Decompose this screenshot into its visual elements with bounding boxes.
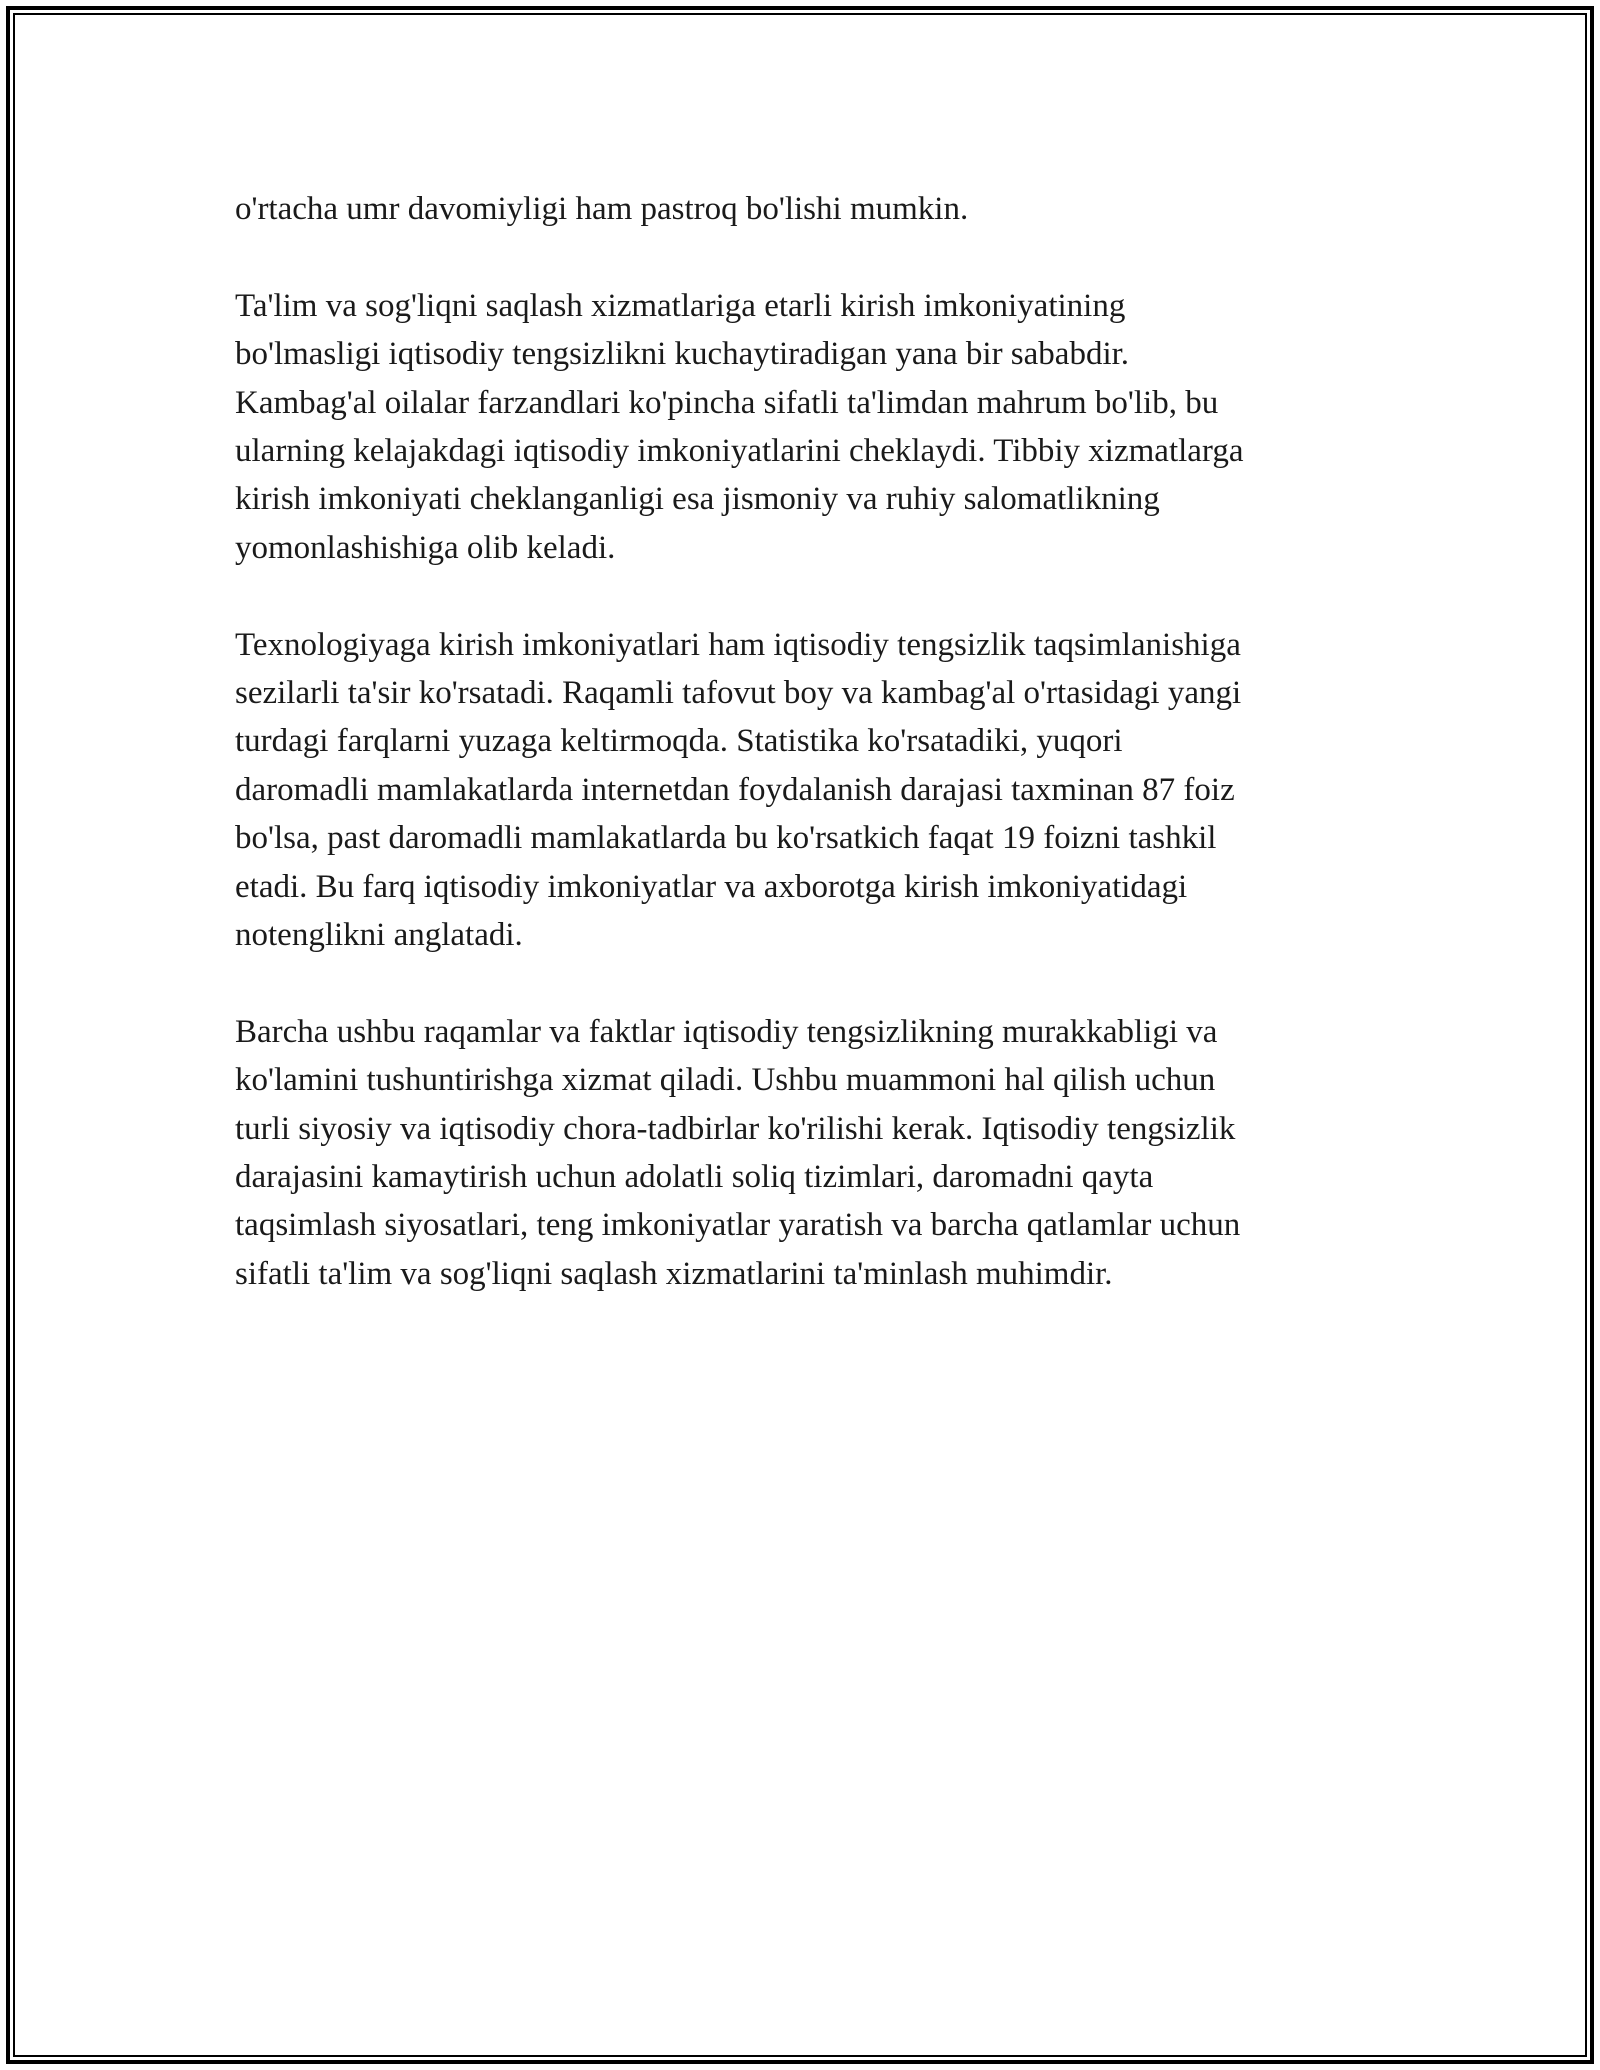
text-line: ularning kelajakdagi iqtisodiy imkoniyatlarini cheklaydi. Tibbiy xizmatlarga [235, 433, 1244, 470]
paragraph-3 [235, 621, 1385, 960]
text-line: o'rtacha umr davomiyligi ham pastroq bo'lishi mumkin. [235, 191, 969, 227]
text-line: turdagi farqlarni yuzaga keltirmoqda. Statistika ko'rsatadiki, yuqori [235, 723, 1123, 760]
document-body [235, 185, 1385, 1347]
text-line: taqsimlash siyosatlari, teng imkoniyatlar yaratish va barcha qatlamlar uchun [235, 1207, 1241, 1244]
text-line: etadi. Bu farq iqtisodiy imkoniyatlar va axborotga kirish imkoniyatidagi [235, 868, 1188, 905]
text-line: kirish imkoniyati cheklanganligi esa jismoniy va ruhiy salomatlikning [235, 481, 1160, 518]
text-line: Ta'lim va sog'liqni saqlash xizmatlariga etarli kirish imkoniyatining [235, 287, 1126, 324]
text-line: bo'lmasligi iqtisodiy tengsizlikni kuchaytiradigan yana bir sababdir. [235, 336, 1130, 373]
text-line: turli siyosiy va iqtisodiy chora-tadbirlar ko'rilishi kerak. Iqtisodiy tengsizlik [235, 1110, 1236, 1147]
text-line: notenglikni anglatadi. [235, 917, 523, 954]
text-line: darajasini kamaytirish uchun adolatli soliq tizimlari, daromadni qayta [235, 1159, 1154, 1196]
paragraph-2 [235, 282, 1385, 572]
text-line: Texnologiyaga kirish imkoniyatlari ham iqtisodiy tengsizlik taqsimlanishiga [235, 626, 1241, 663]
text-line: daromadli mamlakatlarda internetdan foydalanish darajasi taxminan 87 foiz [235, 771, 1235, 808]
text-line: ko'lamini tushuntirishga xizmat qiladi. Ushbu muammoni hal qilish uchun [235, 1062, 1216, 1099]
text-line: Barcha ushbu raqamlar va faktlar iqtisodiy tengsizlikning murakkabligi va [235, 1013, 1218, 1050]
text-line: Kambag'al oilalar farzandlari ko'pincha sifatli ta'limdan mahrum bo'lib, bu [235, 384, 1219, 421]
paragraph-1 [235, 185, 1385, 233]
text-line: sifatli ta'lim va sog'liqni saqlash xizmatlarini ta'minlash muhimdir. [235, 1255, 1113, 1292]
text-line: sezilarli ta'sir ko'rsatadi. Raqamli tafovut boy va kambag'al o'rtasidagi yangi [235, 675, 1242, 712]
paragraph-4 [235, 1008, 1385, 1298]
text-line: bo'lsa, past daromadli mamlakatlarda bu ko'rsatkich faqat 19 foizni tashkil [235, 820, 1217, 857]
text-line: yomonlashishiga olib keladi. [235, 529, 616, 566]
